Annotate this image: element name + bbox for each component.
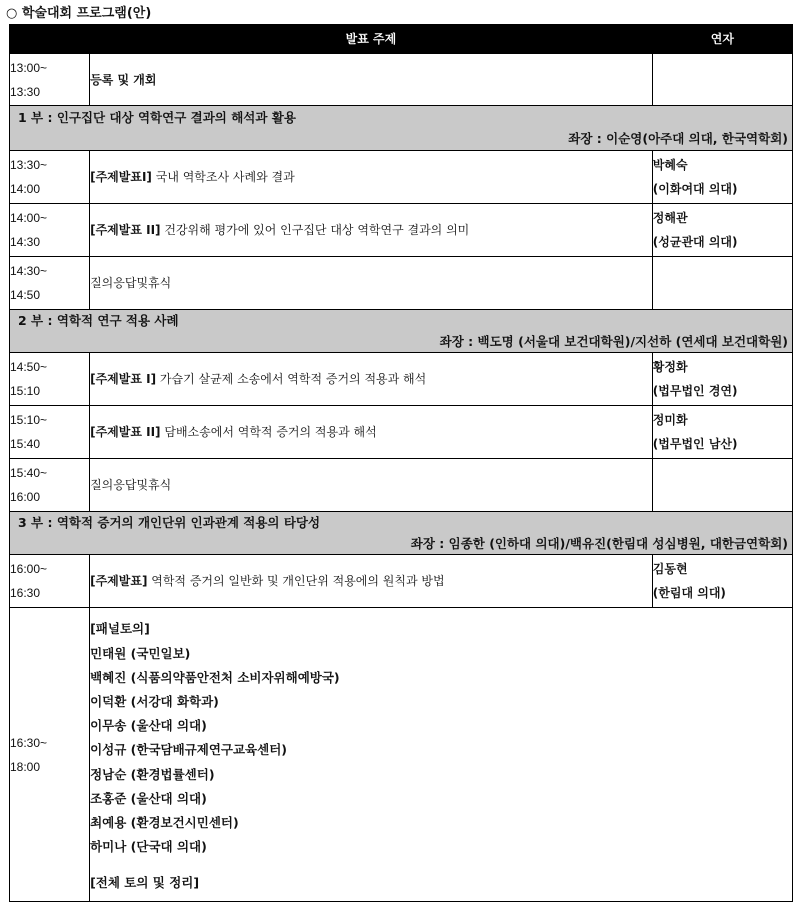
presentation-tag: [주제발표 II] [90,425,161,439]
presentation-tag: [주제발표I] [90,170,152,184]
time-end: 14:30 [10,235,41,249]
speaker-org: (한림대 의대) [652,586,726,600]
session-title: 2 부 : 역학적 연구 적용 사례 [18,313,179,328]
session-header [10,512,793,555]
topic-text: 건강위해 평가에 있어 인구집단 대상 역학연구 결과의 의미 [160,223,470,237]
session-header-row [10,512,793,555]
time-cell [10,204,90,257]
speaker-cell [652,555,792,608]
time-end: 16:30 [10,586,41,600]
time-end: 16:00 [10,490,41,504]
time-start: 15:10~ [10,413,48,427]
table-row [10,459,793,512]
table-row [10,257,793,310]
table-row [10,555,793,608]
header-topic: 발표 주제 [90,25,653,54]
time-start: 13:00~ [10,60,48,75]
time-cell [10,257,90,310]
topic-text: 국내 역학조사 사례와 결과 [151,170,295,184]
time-end: 15:40 [10,437,41,451]
time-end: 18:00 [10,759,41,774]
topic-cell [90,204,653,257]
panelist: 이성규 (한국담배규제연구교육센터) [90,742,287,758]
speaker-name: 박혜숙 [652,158,688,172]
closing-discussion: [전체 토의 및 정리] [90,875,200,891]
table-row [10,608,793,902]
speaker-cell [652,204,792,257]
panel-title: [패널토의] [90,621,150,637]
session-header-row [10,310,793,353]
topic-text: 가습기 살균제 소송에서 역학적 증거의 적용과 해석 [156,372,427,386]
panelist: 최예용 (환경보건시민센터) [90,815,239,830]
topic-text: 역학적 증거의 일반화 및 개인단위 적용에의 원칙과 방법 [147,574,445,588]
time-start: 16:30~ [10,735,48,750]
speaker-cell [652,406,792,459]
panelist: 하미나 (단국대 의대) [90,839,207,855]
session-header [10,106,793,151]
speaker-cell [652,54,792,106]
session-header [10,310,793,353]
time-cell [10,555,90,608]
speaker-cell [652,459,792,512]
session-title: 1 부 : 인구집단 대상 역학연구 결과의 해석과 활용 [18,110,296,125]
time-end: 15:10 [10,384,41,398]
time-start: 14:50~ [10,360,48,374]
time-start: 14:00~ [10,211,48,225]
topic-cell [90,555,653,608]
speaker-cell [652,151,792,204]
presentation-tag: [주제발표 II] [90,223,161,237]
speaker-org: (이화여대 의대) [652,182,738,196]
table-row [10,54,793,106]
table-row [10,406,793,459]
session-header-row [10,106,793,151]
header-time [10,25,90,54]
time-end: 14:00 [10,182,41,196]
topic-cell [90,353,653,406]
speaker-name: 김동현 [652,562,688,576]
speaker-cell [652,257,792,310]
session-chair: 좌장 : 임종한 (인하대 의대)/백유진(한림대 성심병원, 대한금연학회) [410,536,788,551]
topic-cell [90,406,653,459]
panelist: 이무송 (울산대 의대) [90,718,207,734]
panel-cell [90,608,793,902]
speaker-org: (법무법인 경연) [652,384,738,398]
panelist: 조홍준 (울산대 의대) [90,790,207,806]
time-cell [10,608,90,902]
time-start: 13:30~ [10,158,48,172]
topic-cell: 질의응답및휴식 [90,257,653,310]
time-cell [10,151,90,204]
topic-cell [90,151,653,204]
table-header-row [10,25,793,54]
table-row [10,353,793,406]
panelist: 정남순 (환경법률센터) [90,766,215,782]
time-cell [10,353,90,406]
time-start: 16:00~ [10,562,48,576]
time-start: 14:30~ [10,264,48,278]
presentation-tag: [주제발표 I] [90,372,157,386]
speaker-org: (법무법인 남산) [652,437,738,451]
program-table [9,24,793,902]
time-cell [10,459,90,512]
topic-cell: 질의응답및휴식 [90,459,653,512]
session-title: 3 부 : 역학적 증거의 개인단위 인과관계 적용의 타당성 [18,515,321,530]
speaker-name: 황정화 [652,360,688,374]
time-end: 13:30 [10,84,41,99]
speaker-cell [652,353,792,406]
panelist: 백혜진 (식품의약품안전처 소비자위해예방국) [90,669,340,685]
page-title: ○ 학술대회 프로그램(안) [6,6,152,21]
session-chair: 좌장 : 이순영(아주대 의대, 한국역학회) [568,131,788,146]
topic-text: 담배소송에서 역학적 증거의 적용과 해석 [160,425,377,439]
speaker-org: (성균관대 의대) [652,235,738,249]
panelist: 이덕환 (서강대 화학과) [90,693,219,709]
table-row [10,204,793,257]
session-chair: 좌장 : 백도명 (서울대 보건대학원)/지선하 (연세대 보건대학원) [439,334,788,349]
time-start: 15:40~ [10,466,48,480]
panelist: 민태원 (국민일보) [90,645,191,661]
time-cell [10,406,90,459]
speaker-name: 정미화 [652,413,688,427]
table-row [10,151,793,204]
time-end: 14:50 [10,288,41,302]
topic-cell: 등록 및 개회 [90,54,653,106]
presentation-tag: [주제발표] [90,574,148,588]
header-speaker: 연자 [652,25,792,54]
time-cell [10,54,90,106]
speaker-name: 정해관 [652,211,688,225]
